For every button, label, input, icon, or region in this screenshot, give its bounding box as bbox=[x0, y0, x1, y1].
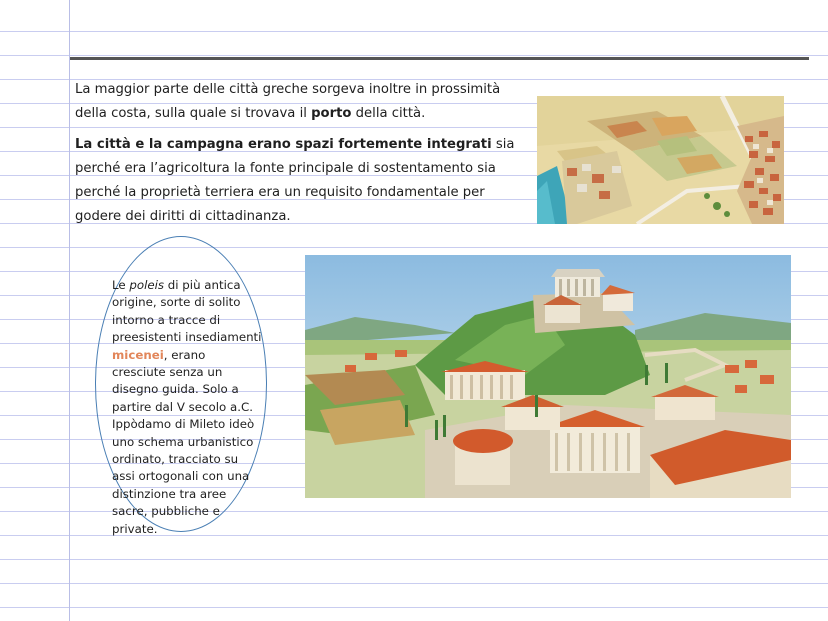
paragraph-city-countryside bbox=[75, 133, 530, 229]
ellipse-note-text bbox=[112, 277, 262, 538]
paragraph-city-countryside-text: sia perché era l’agricoltura la fonte principale di sostentamento sia perché la proprietà terriera era un requisito fondamentale per godere dei diritti di cittadinanza. bbox=[75, 137, 515, 224]
note-part-2: di più antica origine, sorte di solito intorno a tracce di preesistenti insediamenti bbox=[112, 278, 262, 345]
paragraph-coast-end: della città. bbox=[351, 106, 426, 121]
header-rule bbox=[70, 57, 809, 60]
note-part-1: Le bbox=[112, 278, 130, 292]
porto-term: porto bbox=[311, 106, 352, 121]
city-countryside-heading: La città e la campagna erano spazi fortemente integrati bbox=[75, 137, 492, 152]
coastal-city-illustration bbox=[537, 96, 784, 224]
note-part-3: , erano cresciute senza un disegno guida. Solo a partire dal V secolo a.C. Ippòdamo di Mileto ideò uno schema urbanistico ordinato, tracciato su assi ortogonali con una distinzione tra aree sacre, pubbliche e private. bbox=[112, 347, 255, 536]
poleis-term: poleis bbox=[129, 278, 165, 292]
margin-line bbox=[69, 0, 70, 621]
paragraph-coast-text: La maggior parte delle città greche sorgeva inoltre in prossimità della costa, sulla quale si trovava il bbox=[75, 82, 501, 121]
micenei-term: micenei bbox=[112, 347, 164, 362]
paragraph-coast bbox=[75, 78, 515, 126]
acropolis-illustration bbox=[305, 255, 791, 498]
